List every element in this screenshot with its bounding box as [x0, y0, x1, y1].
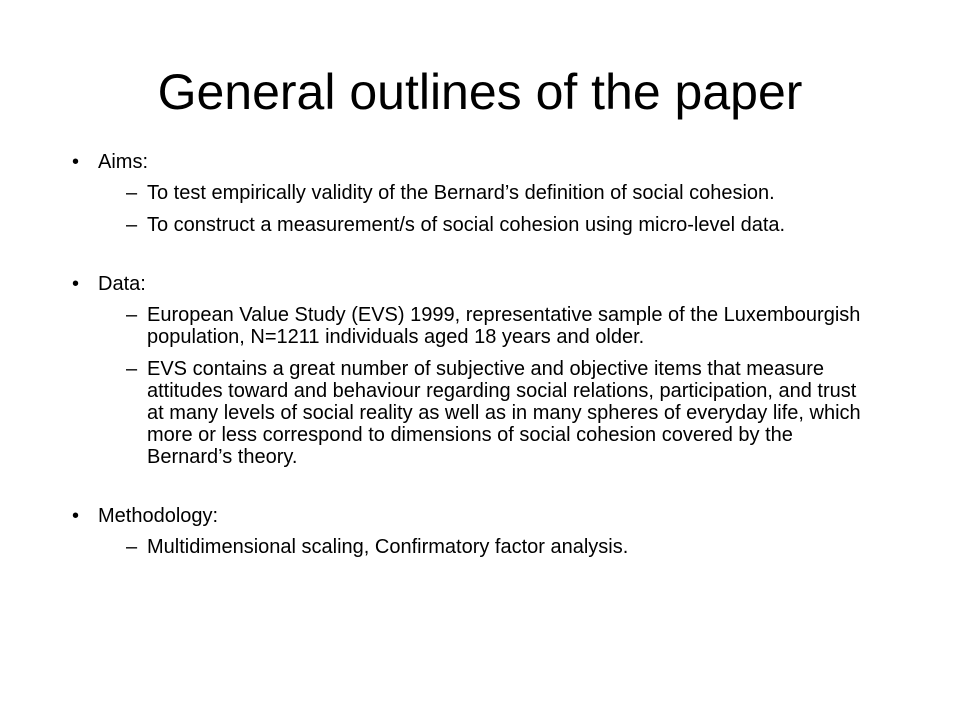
bullet-data — [72, 272, 892, 296]
bullet-methodology — [72, 504, 892, 528]
sub-list-data — [72, 304, 892, 468]
bullet-label: Methodology: — [98, 505, 219, 527]
dash-icon: – — [126, 304, 138, 326]
dash-icon: – — [126, 358, 138, 380]
section-methodology — [72, 504, 892, 558]
sub-item-text: To test empirically validity of the Bernard’s definition of social cohesion. — [147, 182, 775, 204]
bullet-icon: • — [72, 505, 80, 527]
slide-title: General outlines of the paper — [157, 64, 803, 120]
bullet-aims — [72, 150, 892, 174]
bullet-icon: • — [72, 273, 80, 295]
sub-item — [126, 214, 892, 236]
sub-item-text: To construct a measurement/s of social cohesion using micro-level data. — [147, 214, 786, 236]
sub-item-text: EVS contains a great number of subjective and objective items that measure attitudes toward and behaviour regarding social relations, participation, and trust at many levels of social reality as well as in many spheres of everyday life, which more or less correspond to dimensions of social cohesion covered by the Bernard’s theory. — [147, 358, 861, 468]
section-aims — [72, 150, 892, 236]
sub-item — [126, 358, 892, 468]
sub-item — [126, 304, 892, 348]
sub-item-text: European Value Study (EVS) 1999, representative sample of the Luxembourgish population, N=1211 individuals aged 18 years and older. — [147, 304, 861, 348]
sub-item-text: Multidimensional scaling, Confirmatory factor analysis. — [147, 536, 629, 558]
sub-item — [126, 536, 892, 558]
sub-list-aims — [72, 182, 892, 236]
sub-list-methodology — [72, 536, 892, 558]
dash-icon: – — [126, 536, 138, 558]
sub-item — [126, 182, 892, 204]
bullet-label: Data: — [98, 273, 146, 295]
dash-icon: – — [126, 214, 138, 236]
bullet-icon: • — [72, 151, 80, 173]
section-data — [72, 272, 892, 468]
dash-icon: – — [126, 182, 138, 204]
bullet-label: Aims: — [98, 151, 148, 173]
slide-body — [72, 150, 892, 568]
